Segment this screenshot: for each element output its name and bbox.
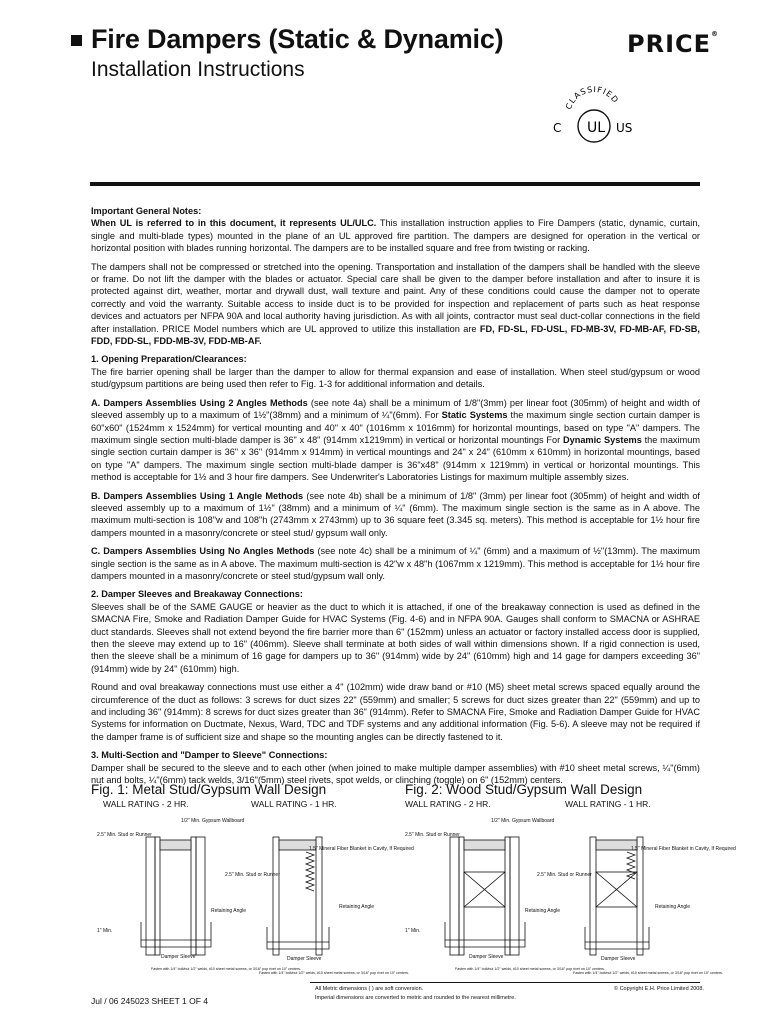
price-logo [627,30,719,58]
ul-definition: When UL is referred to in this document, it represents UL/ULC. [91,218,377,229]
static-systems-label: Static Systems [441,410,508,421]
general-notes-paragraph-2 [91,261,700,348]
section-1-heading: 1. Opening Preparation/Clearances: [91,354,247,365]
section-1a-heading: A. Dampers Assemblies Using 2 Angles Methods [91,397,308,408]
registered-mark: ® [711,30,720,38]
figure-2-label-gypsum: 1/2" Min. Gypsum Wallboard [491,818,555,824]
section-1c-text: (see note 4c) shall be a minimum of ¼" (6mm) and a maximum of ½"(13mm). The maximum single section is the same as in A above. The maximum multi-section is 42"w x 48"h (1067mm x 1219mm). This method is acceptable for 1½ hour fire dampers mounted in a masonry/concrete or steel stud/gypsum wall only. [91,546,700,581]
general-notes-text-1: This installation instruction applies to Fire Dampers (static, dynamic, curtain, single and multi-blade types) mounted in the plane of an UL approved fire partition. The dampers are designed for operation in the vertical or horizontal position with blades running horizontal. The dampers are to be installed square and free from twisting or racking. [91,218,700,254]
figure-1-label-stud-left: 2.5" Min. Stud or Runner [97,832,152,838]
figure-2-label-stud-mid: 2.5" Min. Stud or Runner [537,872,592,878]
figure-1 [91,782,414,992]
figure-1-ratings [91,799,391,813]
ul-classified-text: CLASSIFIED [564,84,621,111]
figure-2-title: Fig. 2: Wood Stud/Gypsum Wall Design [405,782,643,797]
section-3-heading: 3. Multi-Section and "Damper to Sleeve" Connections: [91,750,328,761]
figure-1-title: Fig. 1: Metal Stud/Gypsum Wall Design [91,782,327,797]
section-2-heading: 2. Damper Sleeves and Breakaway Connections: [91,589,303,600]
dynamic-systems-label: Dynamic Systems [562,434,642,445]
ul-classified-mark [542,72,642,152]
figure-1-label-sleeve-left: Damper Sleeve [161,954,196,960]
section-1b-text: (see note 4b) shall be a minimum of 1/8" (3mm) per linear foot (305mm) of height and width of sleeved assembly up to a maximum of 1½" (38mm) and a minimum of ¼" (6mm). The maximum single section is the same as in A above. The maximum multi-section is 108"w and 108"h (2743mm x 2743mm) up to 36 square feet (3.345 sq. meters). This method is acceptable for 1½ hour fire dampers mounted in a masonry/concrete or steel stud/ gypsum wall only. [91,490,700,538]
figure-2-label-sleeve-left: Damper Sleeve [469,954,504,960]
figure-1-rating-1hr: WALL RATING - 1 HR. [251,799,337,809]
figure-1-label-gypsum: 1/2" Min. Gypsum Wallboard [181,818,245,824]
general-notes-heading: Important General Notes: [91,206,202,216]
figure-1-label-retaining-left: Retaining Angle [211,908,247,914]
figure-2-drawing [405,812,736,977]
footer-copyright: © Copyright E.H. Price Limited 2008. [614,986,704,992]
figure-1-label-retaining-right: Retaining Angle [339,904,375,910]
figure-2-rating-2hr: WALL RATING - 2 HR. [405,799,491,809]
figure-2-label-stud-left: 2.5" Min. Stud or Runner [405,832,460,838]
price-logo-text: PRICE [627,30,712,58]
section-1c [91,545,700,582]
figure-2-label-one-min: 1" Min. [405,928,421,934]
figure-1-label-sleeve-right: Damper Sleeve [287,956,322,962]
figure-1-label-one-min: 1" Min. [97,928,113,934]
page-title: Fire Dampers (Static & Dynamic) [91,24,504,54]
figure-2 [405,782,736,992]
figure-1-label-mineral-fiber: 1.5" Mineral Fiber Blanket in Cavity, If Required [309,846,414,852]
model-numbers: FD, FD-SL, FD-USL, FD-MB-3V, FD-MB-AF, FD-SB, FDD, FDD-SL, FDD-MB-3V, FDD-MB-AF. [91,323,700,347]
footer-metric-note: All Metric dimensions ( ) are soft conversion. [315,986,424,992]
title-bullet [71,35,82,46]
section-1a-text-2: the maximum single section curtain damper is 60"x60" (1524mm x 1524mm) for vertical mounting and 40" x 40" (1016mm x 1016mm) for horizontal mountings, based on type "A" dampers. The maximum single section multi-blade damper is 36" x 48" (914mm x1219mm) in vertical or horizontal mountings For [91,410,700,445]
section-1-intro: The fire barrier opening shall be larger than the damper to allow for thermal expansion and ease of installation. When steel stud/gypsum or wood stud/gypsum partitions are being used then refer to Fig. 1-3 for additional information and details. [91,366,700,390]
section-2-paragraph-2: Round and oval breakaway connections must use either a 4" (102mm) wide draw band or #10 (M5) sheet metal screws spaced equally around the circumference of the duct as follows: 3 screws for duct sizes 22" (559mm) and smaller; 5 screws for duct sizes greater than 22" (559mm) and up to and including 36" (914mm): 8 screws for duct sizes greater than 36" (914mm). Refer to SMACNA Fire, Smoke and Radiation Damper Guide for HVAC Systems for information on Ductmate, Nexus, Ward, TDC and TDF systems and any additional information (Fig. 5-6). A sleeve may not be required if the damper frame is of sufficient size and shape so the mounting angles can be directly fastened to it. [91,682,700,742]
figure-1-label-fasten-right: Fasten with 1/4" bolt/nut 1/2" welds, #10 sheet metal screws, or 3/16" pop rivet on 10" centers. [259,971,409,975]
svg-text:CLASSIFIED [564,85,620,111]
figure-2-label-retaining-right: Retaining Angle [655,904,691,910]
section-1b [91,490,700,540]
figure-2-ratings [405,799,705,813]
section-1a-text-1: (see note 4a) shall be a minimum of 1/8"(3mm) per linear foot (305mm) of height and width of sleeved assembly up to a maximum of 1½"(38mm) and a minimum of ¼"(6mm). For [91,397,700,421]
ul-us-text: US [616,121,633,135]
figure-2-label-fasten-left: Fasten with 1/4" bolt/nut 1/2" welds, #10 sheet metal screws, or 3/16" pop rivet on 10" centers. [455,967,605,971]
section-2-paragraph-1: Sleeves shall be of the SAME GAUGE or heavier as the duct to which it is attached, if one of the breakaway connection is used as defined in the SMACNA Fire, Smoke and Radiation Damper Guide for HVAC Systems (Fig. 4-6) and in NFPA 90A. Gauges shall conform to SMACNA or ASHRAE duct standards. Sleeves shall not extend beyond the fire barrier more than 6" (152mm) unless an actuator or factory installed access door is supplied, then the sleeve may extend up to 16" (406mm). Sleeve shall terminate at both sides of wall within dimensions shown. If a rigid connection is used, then the sleeve shall be a minimum of 16 gage for dampers up to 36" (914mm) wide by 24" (610mm) high and 14 gage for dampers exceeding 36"(914mm) wide by 24" (610mm) high. [91,601,700,674]
figure-2-label-fasten-right: Fasten with 1/4" bolt/nut 1/2" welds, #10 sheet metal screws, or 3/16" pop rivet on 10" centers. [573,971,723,975]
general-notes-text-2: The dampers shall not be compressed or stretched into the opening. Transportation and installation of the dampers shall be handled with the sleeve or frame. Do not lift the damper with the blades or actuator. Special care shall be given to the damper before installation and after to insure it is protected against dirt, weather, mortar and drywall dust, wall texture and paint. Any of these conditions could cause the damper not to operate correctly and void the warranty. Suitable access to inside duct is to be provided for inspection and replacement of parts such as heat response devices and actuators per NFPA 90A and local authority having jurisdiction. As with all joints, contractor must seal duct-collar connections in the field after installation. PRICE Model numbers which are UL approved to utilize this installation are [91,261,700,334]
section-1a [91,397,700,484]
header-rule [90,182,700,186]
footer-rule [310,982,700,983]
section-3-text: Damper shall be secured to the sleeve and to each other (when joined to make multiple damper assemblies) with #10 sheet metal screws, ¼"(6mm) nut and bolts, ¼"(6mm) tack welds, 3/16"(5mm) steel rivets, spot welds, or clinching (toggle) on 6" (152mm) centers. [91,762,700,786]
section-1a-text-3: the maximum single section curtain damper is 36" x 36" (914mm x 914mm) in vertical mountings and 24" x 24" (610mm x 610mm) in horizontal mountings, based on type "A" dampers. The maximum single section multi-blade damper is 36"x48" (914mm x 1219mm) in vertical or horizontal mountings. This method is acceptable for 1½ and 3 hour fire dampers. See Underwriter's Laboratories Listings for maximum multiple assembly sizes. [91,434,700,483]
general-notes-paragraph-1 [91,217,700,254]
figure-1-rating-2hr: WALL RATING - 2 HR. [103,799,189,809]
footer-imperial-note: Imperial dimensions are converted to metric and rounded to the nearest millimetre. [315,995,516,1001]
figure-1-label-stud-mid: 2.5" Min. Stud or Runner [225,872,280,878]
section-1b-heading: B. Dampers Assemblies Using 1 Angle Methods [91,490,304,501]
figure-1-drawing [91,812,414,977]
figure-2-rating-1hr: WALL RATING - 1 HR. [565,799,651,809]
ul-text: UL [587,120,606,136]
section-1c-heading: C. Dampers Assemblies Using No Angles Methods [91,546,315,557]
page-subtitle: Installation Instructions [91,58,305,81]
figure-2-label-sleeve-right: Damper Sleeve [601,956,636,962]
document-body [91,205,700,792]
figure-2-label-mineral-fiber: 1.5" Mineral Fiber Blanket in Cavity, If Required [631,846,736,852]
ul-c-text: C [553,121,562,135]
figure-2-label-retaining-left: Retaining Angle [525,908,561,914]
footer-sheet-info: Jul / 06 245023 SHEET 1 OF 4 [91,996,209,1006]
figure-1-label-fasten-left: Fasten with 1/4" bolt/nut 1/2" welds, #10 sheet metal screws, or 3/16" pop rivet on 10" centers. [151,967,301,971]
